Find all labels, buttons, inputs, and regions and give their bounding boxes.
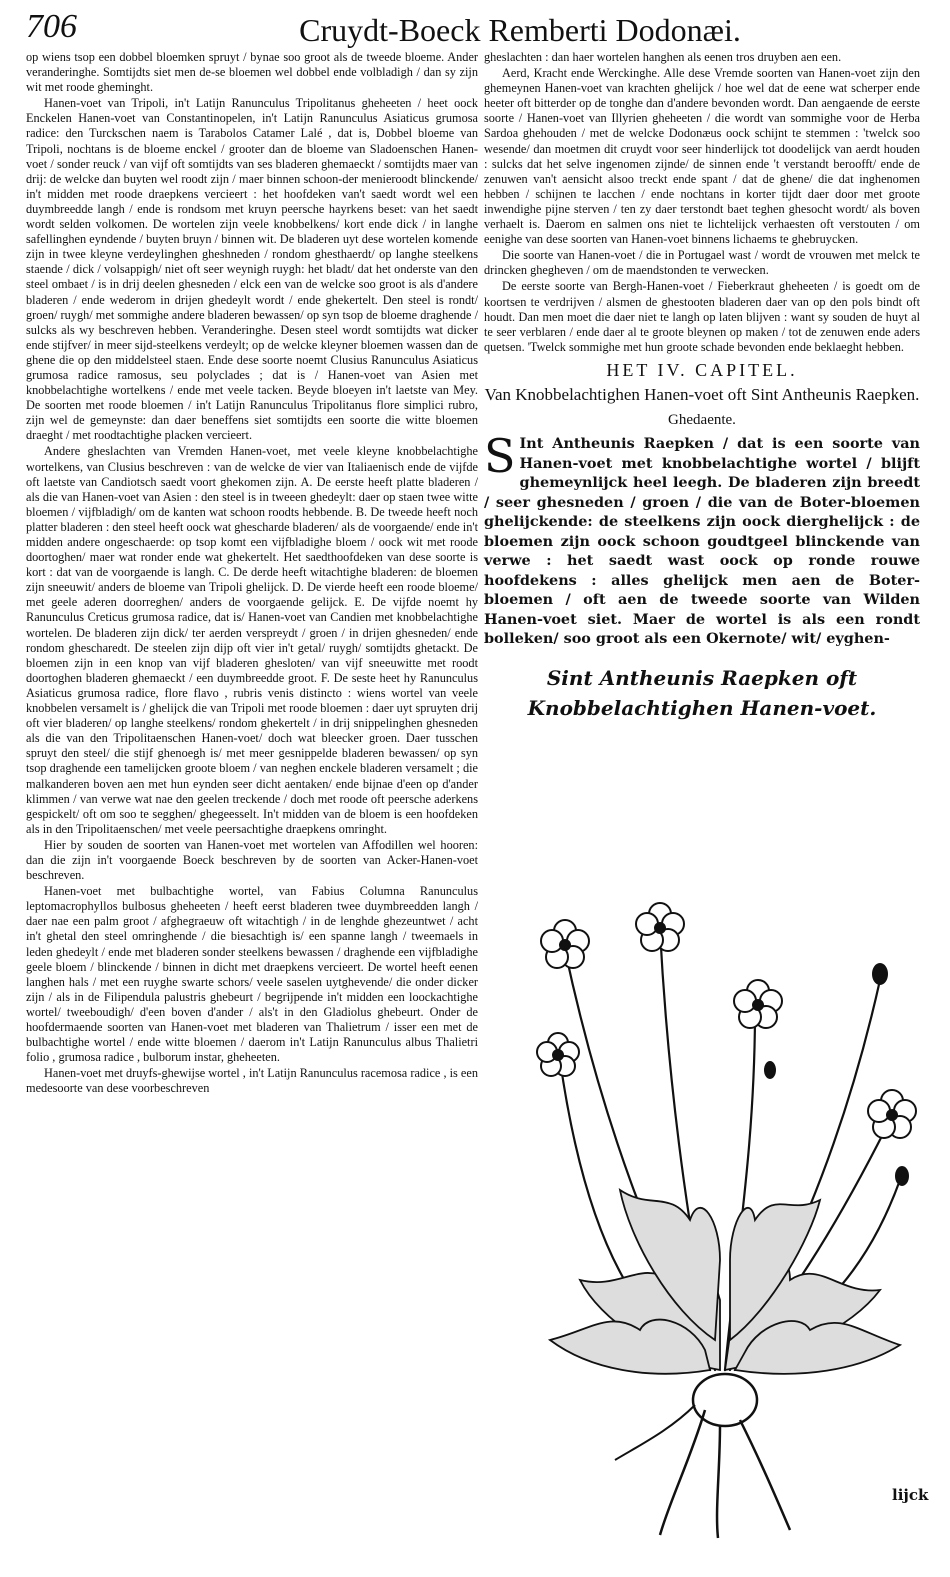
- page-number: 706: [26, 8, 77, 45]
- paragraph: gheslachten : dan haer wortelen hanghen als eenen tros druyben aen een.: [484, 50, 842, 64]
- right-column: [484, 50, 920, 723]
- catchword: lijck: [892, 1486, 929, 1504]
- chapter-heading: HET IV. CAPITEL.: [606, 359, 798, 380]
- chapter-title: Van Knobbelachtighen Hanen-voet oft Sint Antheunis Raepken.: [484, 384, 920, 404]
- paragraph: Hanen-voet met druyfs-ghewijse wortel , in't Latijn Ranunculus racemosa radice , is een medesoorte van dese voorbeschreven: [26, 1066, 478, 1096]
- paragraph: op wiens tsop een dobbel bloemken spruyt / bynae soo groot als de tweede bloeme. Ander veranderinghe. Somtijdts siet men de-se bloemen wel dobbel ende volbladigh / dan sy zijn wit met roode gheminght.: [26, 50, 478, 95]
- root-tuber: [615, 1374, 790, 1538]
- left-column: [26, 50, 478, 1565]
- plate-caption: Sint Antheunis Raepken oft Knobbelachtighen Hanen-voet.: [527, 665, 877, 720]
- paragraph: De eerste soorte van Bergh-Hanen-voet / Fieberkraut gheheeten / is goedt om de koortsen te verdrijven / alsmen de ghestooten bladeren daer van op den pols bindt oft houdt. Dan men moet die daer niet te langh op laten blijven : want sy souden de huyt al te seer verblaren / ende daer al te groote bleynen op maken / tot de zenuwen ende aders quetsen. 'Twelck sommighe met hun groote schade bevonden ende beklaeght hebben.: [484, 279, 920, 354]
- paragraph: Hanen-voet van Tripoli, in't Latijn Ranunculus Tripolitanus gheheeten / heet oock Enckelen Hanen-voet van Constantinopelen, in't Latijn Ranunculus Asiaticus grumosa radice: den Turckschen naem is Tarabolos Catamer Lalé , dat is, Dobbel bloeme van Tripoli, nochtans is de bloeme enckel / grooter dan de bloeme van Sladoenschen Hanen-voet / sonder reuck / van vijf oft somtijdts van ses bladeren ghemaeckt / somtijdts maer van drij: de welcke dan buyten wel roodt zijn / maer binnen schoon-der menieroodt blinckende/ in't midden met roode draepkens vercieert : het hoofdeken van't saedt wordt wel een duymbreedde langh / ende is rondsom met kruyn peersche hayrkens beset: van het saedt wordt selden volkomen. De wortelen zijn veele knobbelkens/ kort ende dick / in langhe safellinghen eyndende / buyten bruyn / binnen wit. De bladeren uyt dese wortelen komende zijn in twee kleyne verdeylinghen gheshneden / rondom ghesthaerdt/ op langhe steelkens staende / dick / volsappigh/ niet oft seer weynigh ruygh: het bladt/ dat het onderste van den steel ombaet / is in drij deelen ghesneden / elck een van de welcke soo groot is als d'andere bladeren / ende wederom in drijen ghedeylt wordt / ende ghekertelt. Den steel is rondt/ groen/ ruygh/ met sommighe andere bladeren bewassen/ op syn tsop de bloeme draghende / sulcks als wy beschreven hebben. Veranderinghe. Desen steel wordt somtijdts wat dicker ende stijfver/ in meer sijd-steelkens verdeylt; op de welcke kleyner bloemen wassen dan de ghene die op den middelsteel staen. Ende dese soorte noemt Clusius Ranunculus Asiaticus grumosa radice ramosus, seu polyclades ; dat is / Hanen-voet van Asien met knobbelachtighe wortelkens / ende met veele tacken. Beyde bloeyen in't laetste van Mey. De soorten met roode bloemen / in't Latijn Ranunculus Tripolitanus flore simplici rubro, zijn wel de gemeynste: dan daer beneffens siet somtijdts een soorte die witte bloemen draeght / met roodtachtighe placken vercieert.: [26, 96, 478, 443]
- running-title: Cruydt-Boeck Remberti Dodonæi.: [299, 12, 741, 48]
- lead-text: Int Antheunis Raepken / dat is een soorte van Hanen-voet met knobbelachtighe wortel / blijft ghemeynlijck heel leegh. De bladeren zijn breedt / seer ghesneden / groen / die van de Boter-bloemen ghelijckende: de steelkens zijn oock dierghelijck : de bloemen zijn oock schoon goudtgeel blinckende van verwe : het saedt wast oock op ronde rouwe hoofdekens : alles ghelijck men aen de Boter-bloemen / oft aen de tweede soorte van Wilden Hanen-voet siet. Maer de wortel is als een rondt bolleken/ soo groot als een Okernote/ wit/ eyghen-: [484, 435, 920, 648]
- paragraph: Die soorte van Hanen-voet / die in Portugael wast / wordt de vrouwen met melck te drincken ghegheven / om de maendstonden te verwecken.: [484, 248, 920, 278]
- woodcut-illustration: [520, 900, 940, 1540]
- paragraph: Hier by souden de soorten van Hanen-voet met wortelen van Affodillen wel hooren: dan die zijn in't voorgaende Boeck beschreven by de soorten van Acker-Hanen-voet beschreven.: [26, 837, 478, 883]
- section-heading: Ghedaente.: [668, 411, 736, 428]
- drop-cap: S: [484, 429, 516, 484]
- lead-paragraph: [484, 429, 920, 649]
- paragraph: Andere gheslachten van Vremden Hanen-voet, met veele kleyne knobbelachtighe wortelkens, van Clusius beschreven : van de welcke de vier van Italiaenisch ende de vijfde oft laetste van Candiotsch saedt voort ghekomen zijn. A. De eerste heeft platte bladeren / als die van Hanen-voet van Asien : den steel is in tweeen ghedeylt: daer op staen twee witte bloemen / vijfbladigh/ om de kanten wat schoon roodts hebbende. B. De tweede heeft noch platter bladeren : den steel heeft oock wat ghescharde bladeren/ als de voorgaende/ ende in't midden andere ongeschaerde: op tsop komt een vijfbladighe bloem / oock wit met roode doortoghen/ maer wat ronder ende wat ghekertelt. Het saedthoofdeken van dese soorte is kort : dat van de voorgaende is langh. C. De derde heeft witachtighe bladeren: de bloemen zijn sneeuwit/ anders de bloeme van Tripoli ghelijck. D. De vierde heeft een roode bloeme/ met geele aderen doorreghen/ anders de voorgaende gelijck. E. De vijfde noemt hy Ranunculus Creticus grumosa radice, dat is/ Hanen-voet van Candien met knobbelachtighe wortelen. De bladeren zijn dick/ ter aerden verspreydt / groen / in drijen ghesneden/ ende rondom ghescharedt. De steelen zijn dijp oft vier in't getal/ ruygh/ somtijdts ghetackt. De bloemen zijn in een knop van vijf bladeren ghesloten/ van vijf sneeuwitte met roodt doortoghen bladeren ghemaeckt / een duymbreedde groot. F. De seste heet hy Ranunculus Asiaticus grumosa radice, flore flavo , rubris venis distincto : wiens wortel van veele knobbelen versamelt is / ghelijck die van Tripoli met roode bloemen : daer uyt spruyten drij oft vier bladeren/ op langhe steelkens/ rondom ghekertelt / in drij snippelinghen ghesneden als die van den Tripolitaenschen Hanen-voet/ doch wat bleecker groen. Daer tusschen spruyt den steel/ die stijf ghenoegh is/ met meer gesnippelde bladeren bewassen/ op syn tsop draghende een tamelijcken groote bloem / van neghen enckele bladeren versamelt ; die malkanderen boven aen met hun eynden seer dicht aentaken/ ende bijnae d'een op d'ander klimmen / van verwe wat nae den geelen treckende / doch met roode oft peersche aderkens gespickelt/ oft om soo te segghen/ ghegeesselt. In't midden van de bloem is een hoofdeken als in den Tripolitaenschen/ met veele peersachtighe draepkens omringht.: [26, 444, 478, 836]
- foliage: [550, 1190, 900, 1374]
- paragraph: Hanen-voet met bulbachtighe wortel, van Fabius Columna Ranunculus leptomacrophyllos bulbosus gheheeten / heeft eerst bladeren twee duymbreedden langh / daer nae een palm groot / afghegraeuw oft witachtigh / in de lenghde ghezeuntwet / acht in't ghetal den steel omringhende / die biesachtigh is/ een spanne langh / tweemaels in leden ghedeylt / ende met bladeren sonder steelkens bewassen / draghende een vijfbladighe geele bloem / blinckende / binnen in dicht met draepkens vercieert. De wortel heeft eenen langhen hals / met een ruyghe swarte schors/ veele saselen uytghevende/ die onder dicker zijn / als in de Filipendula palustris ghebeurt / begrijpende in't midden een loockachtighe wortel/ tweeboudigh/ d'een boven d'ander / als't in den Gladiolus ghebeurt. Onder de hoofdermaende soorten van Hanen-voet met bladeren van Thalietrum / isser een met de bulbachtighe wortel / ende witte bloemen / daerom in't Latijn Ranunculus albus Thalietri folio , grumosa radice , bulborum instar, gheheeten.: [26, 884, 478, 1065]
- paragraph: Aerd, Kracht ende Werckinghe. Alle dese Vremde soorten van Hanen-voet zijn den ghemeynen Hanen-voet van krachten ghelijck / hoe wel dat de eene wat scherper ende heeter oft bitterder op de tonghe dan d'andere bevonden wordt. Dan aengaende de eerste soorte / Hanen-voet van Illyrien gheheeten / die wordt van sommighe voor de Herba Sardoa ghehouden / met de welcke Dodonæus oock schijnt te stemmen : 'twelck soo wesende/ dan moetmen dit cruydt voor seer hinderlijck tot doodelijck van aerdt houden : sulcks dat het selve ingenomen zijnde/ de sinnen ende 't verstandt beroofft/ ende de zenuwen van't aensicht alsoo treckt ende spant / dat de ghene/ die dat inghenomen hebben / schijnen te lacchen / ende nochtans in korter tijdt daer door met groote inwendighe pijne sterven / ten zy daer terstondt baet teghen ghesocht wordt/ als boven verhaelt is. Daerom en salmen ons niet te lichtelijck verhaesten oft verstouten / om eenighe van dese soorten van Hanen-voet binnens lichaems te ghebruycken.: [484, 66, 920, 247]
- flower-heads: [537, 903, 916, 1185]
